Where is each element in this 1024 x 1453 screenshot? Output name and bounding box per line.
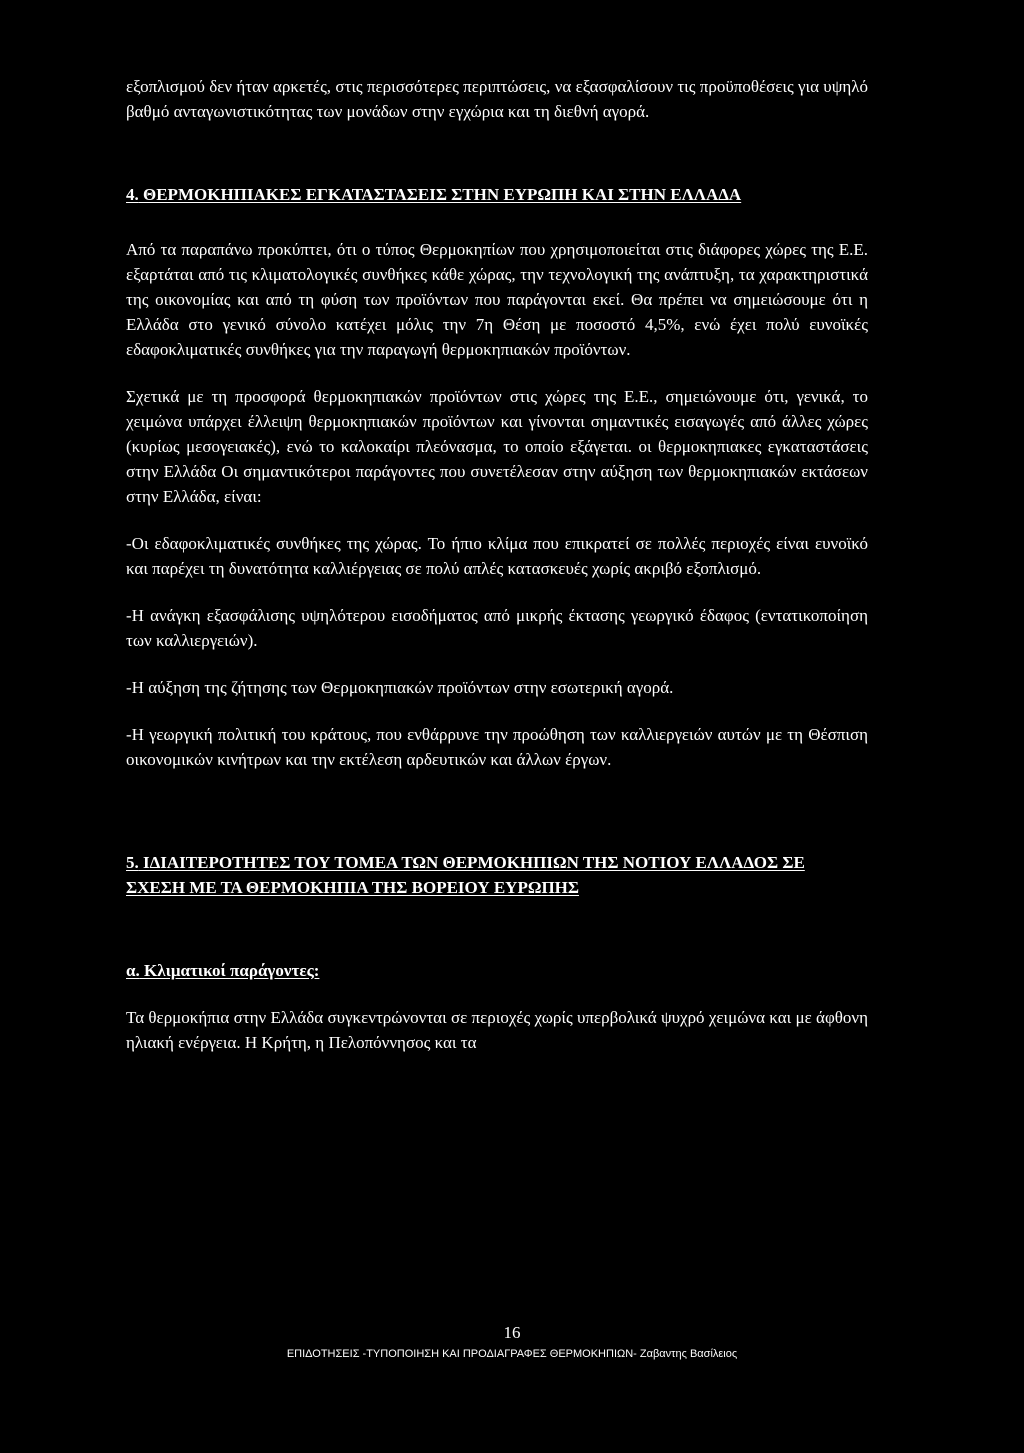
- section-title: ΘΕΡΜΟΚΗΠΙΑΚΕΣ ΕΓΚΑΤΑΣΤΑΣΕΙΣ ΣΤΗΝ ΕΥΡΩΠΗ ΚΑΙ ΣΤΗΝ ΕΛΛΑΔΑ: [143, 185, 742, 204]
- paragraph-supply: Σχετικά με τη προσφορά θερμοκηπιακών προϊόντων στις χώρες της Ε.Ε., σημειώνουμε ότι, γενικά, το χειμώνα υπάρχει έλλειψη θερμοκηπιακών προϊόντων και γίνονται σημαντικές εισαγωγές από άλλες χώρες (κυρίως μεσογειακές), ενώ το καλοκαίρι πλεόνασμα, το οποίο εξάγεται. οι θερμοκηπιακες εγκαταστάσεις στην Ελλάδα Οι σημαντικότεροι παράγοντες που συνετέλεσαν στην αύξηση των θερμοκηπιακών εκτάσεων στην Ελλάδα, είναι:: [126, 387, 868, 506]
- subsection-title: Κλιματικοί παράγοντες:: [144, 961, 320, 980]
- page-number: 16: [503, 1323, 521, 1342]
- section-number: 5.: [126, 853, 139, 872]
- page-footer: [0, 1322, 1024, 1362]
- list-item-policy: -Η γεωργική πολιτική του κράτους, που ενθάρρυνε την προώθηση των καλλιεργειών αυτών με τη Θέσπιση οικονομικών κινήτρων και την εκτέλεση αρδευτικών και άλλων έργων.: [126, 725, 868, 769]
- document-page: [126, 74, 868, 1055]
- section-title: ΙΔΙΑΙΤΕΡΟΤΗΤΕΣ ΤΟΥ ΤΟΜΕΑ ΤΩΝ ΘΕΡΜΟΚΗΠΙΩΝ ΤΗΣ ΝΟΤΙΟΥ ΕΛΛΑΔΟΣ ΣΕ ΣΧΕΣΗ ΜΕ ΤΑ ΘΕΡΜΟΚΗΠΙΑ ΤΗΣ ΒΟΡΕΙΟΥ ΕΥΡΩΠΗΣ: [126, 853, 805, 897]
- section-heading-4: [126, 182, 868, 207]
- paragraph-greenhouse-location: Τα θερμοκήπια στην Ελλάδα συγκεντρώνονται σε περιοχές χωρίς υπερβολικά ψυχρό χειμώνα και με άφθονη ηλιακή ενέργεια. Η Κρήτη, η Πελοπόννησος και τα: [126, 1008, 868, 1052]
- section-heading-5: [126, 850, 868, 900]
- paragraph-climate-types: Από τα παραπάνω προκύπτει, ότι ο τύπος Θερμοκηπίων που χρησιμοποιείται στις διάφορες χώρες της Ε.Ε. εξαρτάται από τις κλιματολογικές συνθήκες κάθε χώρας, την τεχνολογική της ανάπτυξη, τα χαρακτηριστικά της οικονομίας και από τη φύση των προϊόντων που παράγονται εκεί. Θα πρέπει να σημειώσουμε ότι η Ελλάδα στο γενικό σύνολο κατέχει μόλις την 7η Θέση με ποσοστό 4,5%, ενώ έχει πολύ ευνοϊκές εδαφοκλιματικές συνθήκες για την παραγωγή θερμοκηπιακών προϊόντων.: [126, 240, 868, 359]
- running-footer: ΕΠΙΔΟΤΗΣΕΙΣ -ΤΥΠΟΠΟΙΗΣΗ ΚΑΙ ΠΡΟΔΙΑΓΡΑΦΕΣ ΘΕΡΜΟΚΗΠΙΩΝ- Ζαβαντης Βασίλειος: [286, 1348, 738, 1360]
- list-item-income: -Η ανάγκη εξασφάλισης υψηλότερου εισοδήματος από μικρής έκτασης γεωργικό έδαφος (εντατικοποίηση των καλλιεργειών).: [126, 606, 868, 650]
- subsection-heading-a: [126, 958, 868, 983]
- section-number: 4.: [126, 185, 139, 204]
- subsection-number: α.: [126, 961, 140, 980]
- list-item-soil-climate: -Οι εδαφοκλιματικές συνθήκες της χώρας. Το ήπιο κλίμα που επικρατεί σε πολλές περιοχές είναι ευνοϊκό και παρέχει τη δυνατότητα καλλιέργειας σε πολύ απλές κατασκευές χωρίς ακριβό εξοπλισμό.: [126, 534, 868, 578]
- list-item-demand: -Η αύξηση της ζήτησης των Θερμοκηπιακών προϊόντων στην εσωτερική αγορά.: [126, 678, 674, 697]
- paragraph-continuation: εξοπλισμού δεν ήταν αρκετές, στις περισσότερες περιπτώσεις, να εξασφαλίσουν τις προϋποθέσεις για υψηλό βαθμό ανταγωνιστικότητας των μονάδων στην εγχώρια και τη διεθνή αγορά.: [126, 77, 868, 121]
